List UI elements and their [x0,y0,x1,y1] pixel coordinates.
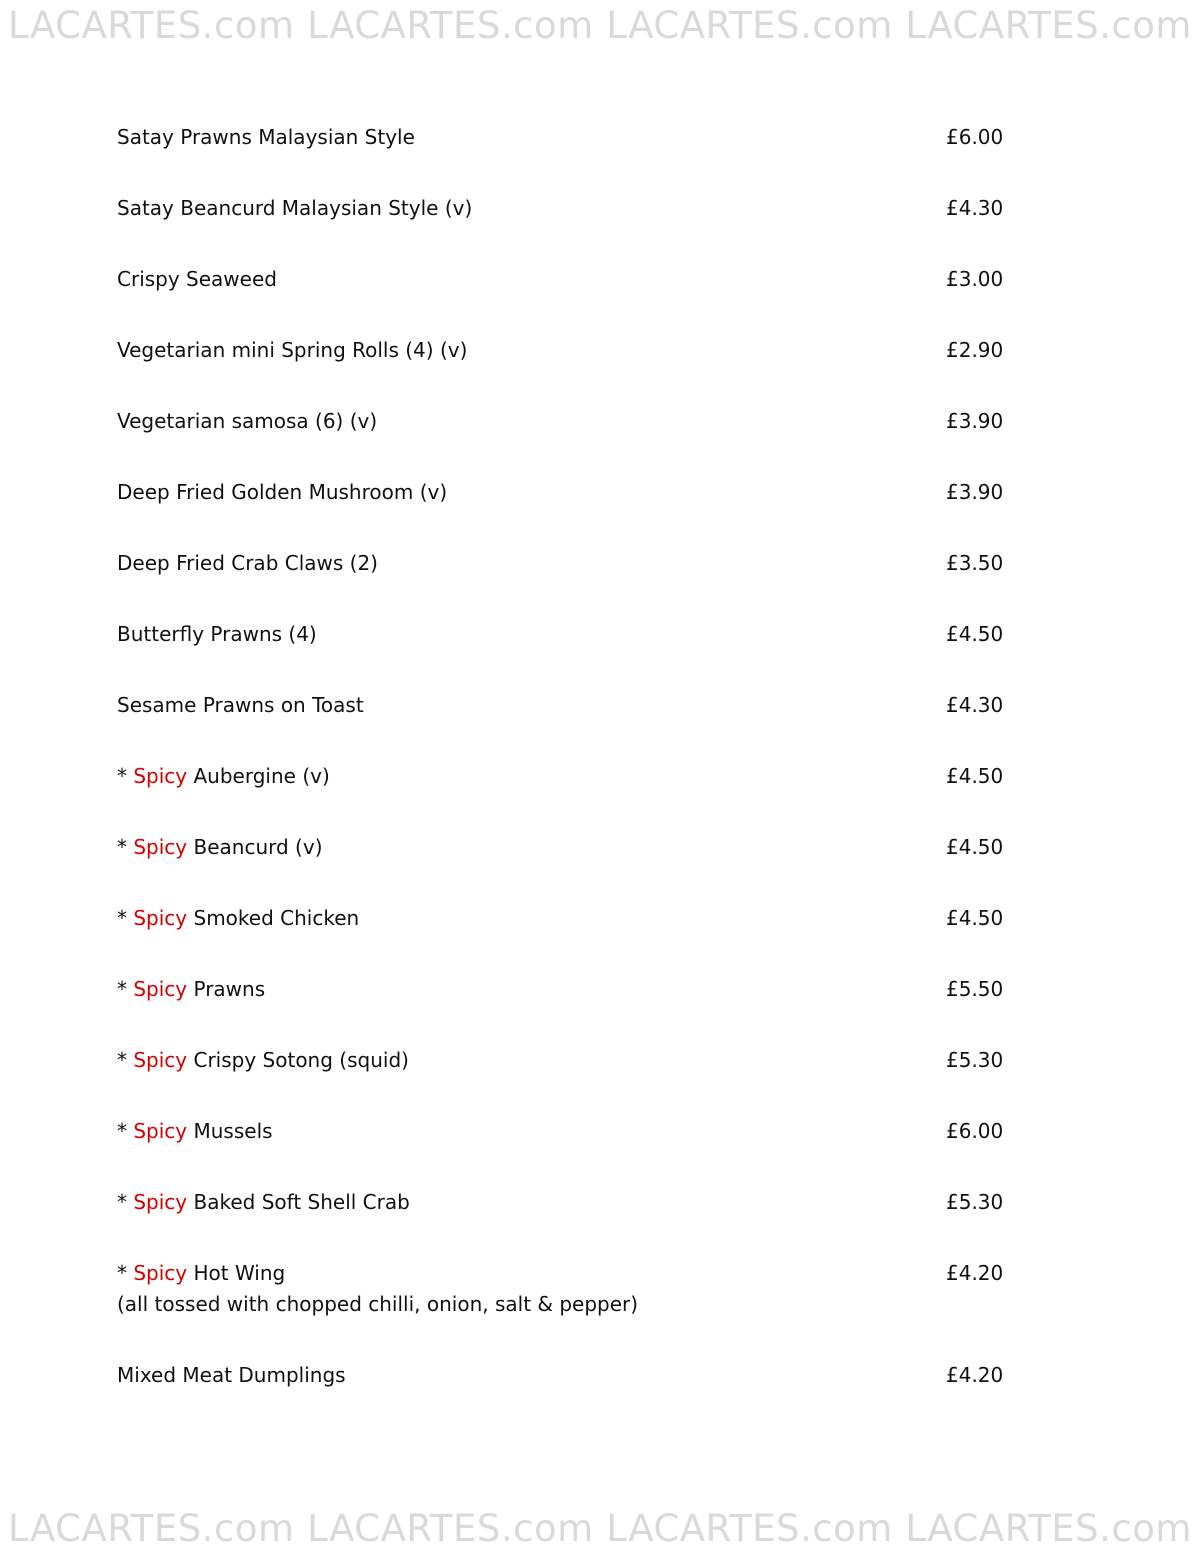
menu-item [117,617,1017,688]
item-price: £4.30 [946,196,1004,220]
item-name-text: Smoked Chicken [187,906,360,930]
menu-item [117,404,1017,475]
item-price: £2.90 [946,338,1004,362]
spicy-menu-item [117,901,1017,972]
watermark-text: LACARTES.com [307,1506,594,1550]
item-name [117,1258,877,1320]
item-name: Satay Prawns Malaysian Style [117,125,415,149]
item-price: £4.50 [946,764,1004,788]
item-price: £4.50 [946,906,1004,930]
spicy-menu-item [117,830,1017,901]
spicy-label: Spicy [133,1119,188,1143]
menu-list [117,120,1017,1429]
item-name [117,832,877,863]
item-price: £6.00 [946,125,1004,149]
item-name-text: Prawns [187,977,266,1001]
spicy-asterisk: * [117,835,134,859]
spicy-label: Spicy [133,1048,188,1072]
item-price: £5.30 [946,1190,1004,1214]
item-name: Deep Fried Crab Claws (2) [117,551,378,575]
spicy-label: Spicy [133,835,188,859]
menu-item [117,1358,1017,1429]
spicy-label: Spicy [133,1261,188,1285]
item-name: Satay Beancurd Malaysian Style (v) [117,196,473,220]
spicy-menu-item [117,1185,1017,1256]
item-name: Mixed Meat Dumplings [117,1363,346,1387]
item-price: £4.50 [946,835,1004,859]
watermark-text: LACARTES.com [606,3,893,47]
spicy-label: Spicy [133,977,188,1001]
menu-item [117,546,1017,617]
watermark-top [0,0,1200,50]
spicy-asterisk: * [117,977,134,1001]
item-name-text: Crispy Sotong (squid) [187,1048,409,1072]
item-name: Sesame Prawns on Toast [117,693,364,717]
spicy-label: Spicy [133,1190,188,1214]
spicy-menu-item [117,1256,1017,1358]
spicy-asterisk: * [117,764,134,788]
watermark-text: LACARTES.com [307,3,594,47]
item-name-text: Baked Soft Shell Crab [187,1190,410,1214]
item-price: £3.90 [946,480,1004,504]
item-name [117,903,877,934]
spicy-asterisk: * [117,1261,134,1285]
watermark-text: LACARTES.com [905,1506,1192,1550]
watermark-text: LACARTES.com [905,3,1192,47]
watermark-bottom [0,1503,1200,1553]
spicy-asterisk: * [117,1119,134,1143]
item-price: £3.00 [946,267,1004,291]
menu-item [117,120,1017,191]
item-name-text: Mussels [187,1119,273,1143]
item-name-text: Hot Wing [187,1261,286,1285]
spicy-menu-item [117,972,1017,1043]
item-name: Butterfly Prawns (4) [117,622,317,646]
item-name: Vegetarian samosa (6) (v) [117,409,378,433]
item-price: £4.30 [946,693,1004,717]
item-price: £3.90 [946,409,1004,433]
spicy-menu-item [117,1114,1017,1185]
spicy-asterisk: * [117,1048,134,1072]
menu-item [117,688,1017,759]
item-price: £4.20 [946,1261,1004,1285]
menu-item [117,262,1017,333]
item-name [117,761,877,792]
watermark-text: LACARTES.com [606,1506,893,1550]
item-price: £4.50 [946,622,1004,646]
spicy-label: Spicy [133,764,188,788]
item-price: £6.00 [946,1119,1004,1143]
menu-item [117,475,1017,546]
item-name [117,974,877,1005]
item-name [117,1187,877,1218]
item-price: £5.30 [946,1048,1004,1072]
item-price: £3.50 [946,551,1004,575]
item-name-text: Aubergine (v) [187,764,330,788]
spicy-label: Spicy [133,906,188,930]
item-name: Deep Fried Golden Mushroom (v) [117,480,448,504]
item-name: Crispy Seaweed [117,267,277,291]
item-name [117,1045,877,1076]
menu-item [117,333,1017,404]
menu-item [117,191,1017,262]
spicy-menu-item [117,1043,1017,1114]
item-name: Vegetarian mini Spring Rolls (4) (v) [117,338,468,362]
item-price: £5.50 [946,977,1004,1001]
item-description: (all tossed with chopped chilli, onion, salt & pepper) [117,1292,639,1316]
item-name [117,1116,877,1147]
spicy-menu-item [117,759,1017,830]
watermark-text: LACARTES.com [8,3,295,47]
spicy-asterisk: * [117,906,134,930]
watermark-text: LACARTES.com [8,1506,295,1550]
spicy-asterisk: * [117,1190,134,1214]
item-price: £4.20 [946,1363,1004,1387]
item-name-text: Beancurd (v) [187,835,323,859]
